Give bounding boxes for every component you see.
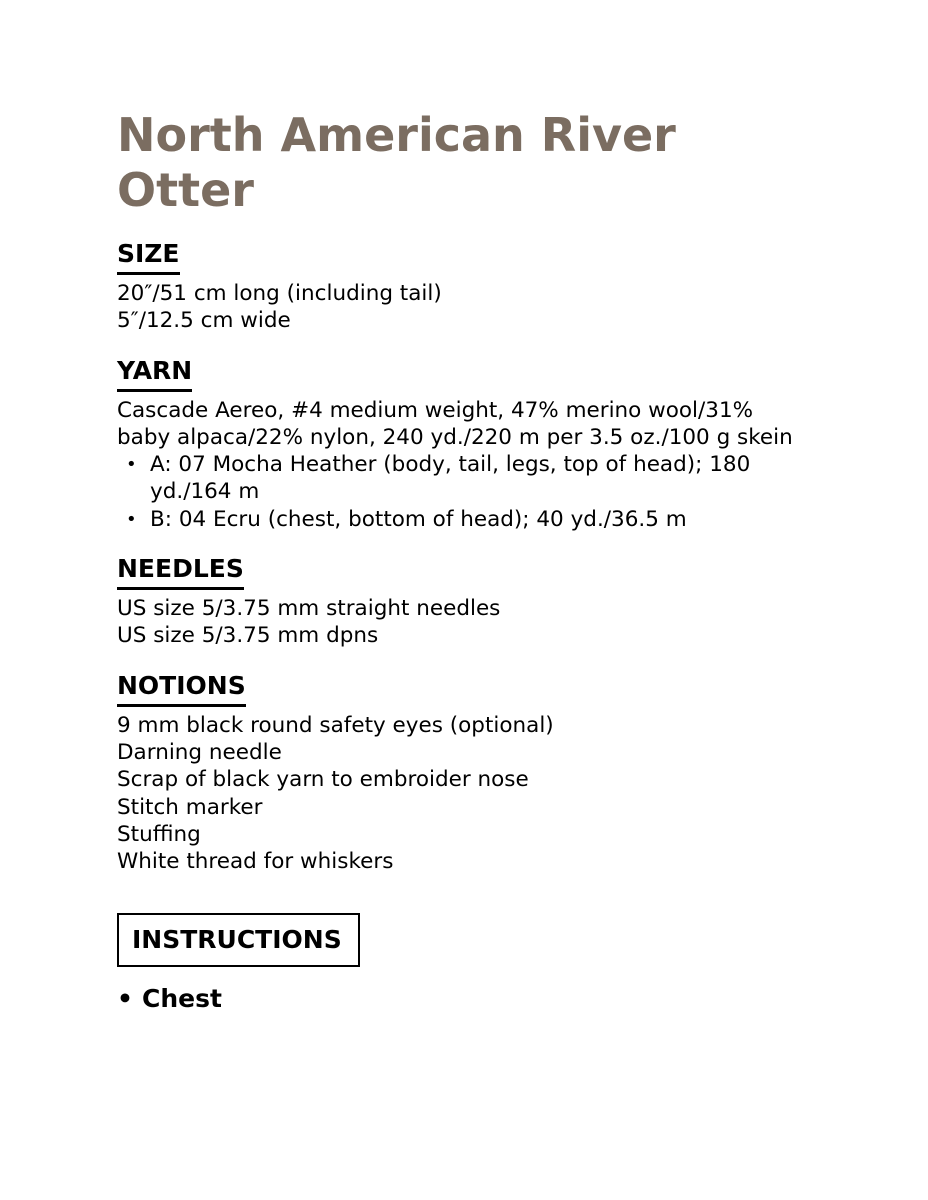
yarn-color-item: • A: 07 Mocha Heather (body, tail, legs, top of head); 180 yd./164 m xyxy=(150,451,810,506)
notions-line: Stitch marker xyxy=(117,794,263,820)
page-title: North American River Otter xyxy=(117,108,676,217)
size-line: 20″/51 cm long (including tail) xyxy=(117,281,442,306)
notions-list xyxy=(117,712,817,876)
size-heading: SIZE xyxy=(117,238,180,275)
notions-heading: NOTIONS xyxy=(117,670,246,707)
notions-line: 9 mm black round safety eyes (optional) xyxy=(117,712,554,738)
notions-line: Darning needle xyxy=(117,739,282,765)
notions-section xyxy=(117,670,817,876)
needles-list xyxy=(117,595,817,650)
yarn-color-item: • B: 04 Ecru (chest, bottom of head); 40 yd./36.5 m xyxy=(150,506,810,533)
notions-line: White thread for whiskers xyxy=(117,849,394,875)
size-line: 5″/12.5 cm wide xyxy=(117,308,291,334)
pattern-page xyxy=(117,108,817,1015)
yarn-description: Cascade Aereo, #4 medium weight, 47% merino wool/31% baby alpaca/22% nylon, 240 yd./220 m per 3.5 oz./100 g skein xyxy=(117,397,793,450)
size-list xyxy=(117,280,817,335)
notions-line: Scrap of black yarn to embroider nose xyxy=(117,767,529,793)
needles-section xyxy=(117,553,817,650)
bullet-icon: • xyxy=(117,984,133,1014)
needles-line: US size 5/3.75 mm dpns xyxy=(117,623,379,649)
needles-heading: NEEDLES xyxy=(117,553,244,590)
notions-line: Stuffing xyxy=(117,821,201,847)
needles-line: US size 5/3.75 mm straight needles xyxy=(117,596,501,622)
yarn-heading: YARN xyxy=(117,355,192,392)
instructions-heading: INSTRUCTIONS xyxy=(117,913,360,967)
instructions-first-item xyxy=(117,983,817,1015)
instructions-section xyxy=(117,913,817,1015)
instructions-item-label: Chest xyxy=(142,984,222,1014)
yarn-color-list xyxy=(117,451,810,533)
yarn-section xyxy=(117,355,817,533)
size-section xyxy=(117,238,817,335)
